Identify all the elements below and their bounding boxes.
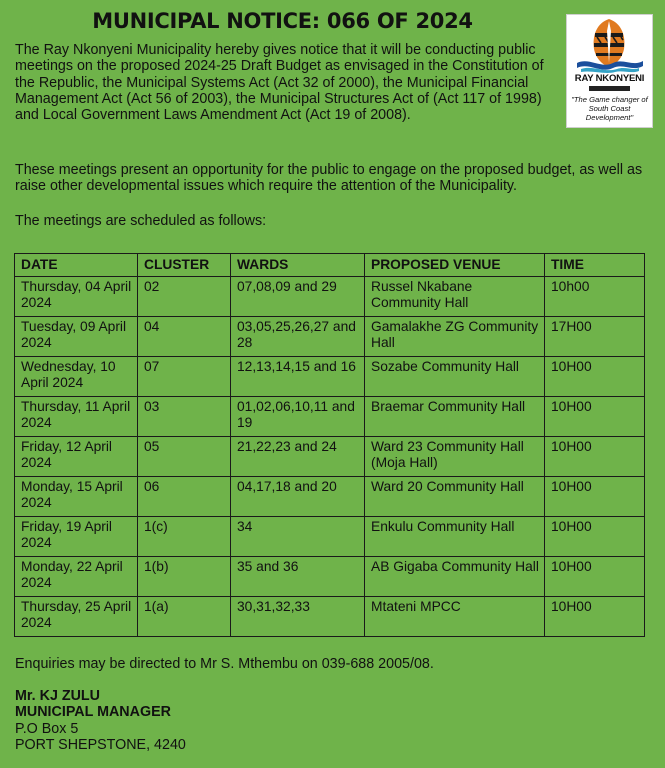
table-row [15, 477, 645, 517]
cell-venue: AB Gigaba Community Hall [365, 557, 545, 597]
cell-wards: 03,05,25,26,27 and 28 [231, 317, 365, 357]
cell-time: 10H00 [545, 597, 645, 637]
cell-date: Wednesday, 10 April 2024 [15, 357, 138, 397]
header-date: DATE [15, 254, 138, 277]
cell-wards: 34 [231, 517, 365, 557]
cell-venue: Mtateni MPCC [365, 597, 545, 637]
table-row [15, 277, 645, 317]
table-row [15, 437, 645, 477]
cell-time: 10H00 [545, 477, 645, 517]
meeting-schedule-table [14, 253, 645, 637]
cell-date: Thursday, 11 April 2024 [15, 397, 138, 437]
cell-time: 10H00 [545, 517, 645, 557]
cell-cluster: 04 [138, 317, 231, 357]
enquiries-line: Enquiries may be directed to Mr S. Mthembu on 039-688 2005/08. [15, 656, 434, 672]
cell-cluster: 1(b) [138, 557, 231, 597]
postal-town: PORT SHEPSTONE, 4240 [15, 736, 186, 753]
cell-time: 10H00 [545, 357, 645, 397]
cell-wards: 12,13,14,15 and 16 [231, 357, 365, 397]
cell-wards: 30,31,32,33 [231, 597, 365, 637]
header-time: TIME [545, 254, 645, 277]
cell-venue: Sozabe Community Hall [365, 357, 545, 397]
cell-cluster: 06 [138, 477, 231, 517]
table-row [15, 317, 645, 357]
cell-wards: 01,02,06,10,11 and 19 [231, 397, 365, 437]
header-wards: WARDS [231, 254, 365, 277]
cell-time: 10H00 [545, 397, 645, 437]
cell-date: Monday, 22 April 2024 [15, 557, 138, 597]
table-row [15, 557, 645, 597]
cell-time: 17H00 [545, 317, 645, 357]
notice-title: MUNICIPAL NOTICE: 066 OF 2024 [92, 9, 473, 33]
cell-wards: 35 and 36 [231, 557, 365, 597]
cell-cluster: 02 [138, 277, 231, 317]
signatory-role: MUNICIPAL MANAGER [15, 704, 171, 721]
cell-cluster: 1(c) [138, 517, 231, 557]
cell-venue: Braemar Community Hall [365, 397, 545, 437]
logo-name: RAY NKONYENI [574, 73, 645, 84]
cell-time: 10h00 [545, 277, 645, 317]
cell-cluster: 05 [138, 437, 231, 477]
table-header-row [15, 254, 645, 277]
cell-cluster: 1(a) [138, 597, 231, 637]
table-row [15, 517, 645, 557]
intro-paragraph: The Ray Nkonyeni Municipality hereby gives notice that it will be conducting public meetings on the proposed 2024-25 Draft Budget as envisaged in the Constitution of the Republic, the Municipal Systems Act (Act 32 of 2000), the Municipal Financial Management Act (Act 56 of 2003), the Municipal Structures Act of (Act 117 of 1998) and Local Government Laws Amendment Act (Act 19 of 2008). [15, 42, 544, 124]
signatory-name: Mr. KJ ZULU [15, 688, 100, 704]
cell-venue: Enkulu Community Hall [365, 517, 545, 557]
cell-date: Friday, 12 April 2024 [15, 437, 138, 477]
table-row [15, 597, 645, 637]
cell-wards: 21,22,23 and 24 [231, 437, 365, 477]
cell-date: Friday, 19 April 2024 [15, 517, 138, 557]
header-venue: PROPOSED VENUE [365, 254, 545, 277]
table-row [15, 357, 645, 397]
cell-date: Tuesday, 09 April 2024 [15, 317, 138, 357]
schedule-intro: The meetings are scheduled as follows: [15, 213, 267, 229]
postal-box: P.O Box 5 [15, 720, 79, 737]
cell-time: 10H00 [545, 557, 645, 597]
cell-wards: 04,17,18 and 20 [231, 477, 365, 517]
cell-date: Monday, 15 April 2024 [15, 477, 138, 517]
cell-date: Thursday, 25 April 2024 [15, 597, 138, 637]
cell-cluster: 03 [138, 397, 231, 437]
cell-venue: Russel Nkabane Community Hall [365, 277, 545, 317]
cell-venue: Gamalakhe ZG Community Hall [365, 317, 545, 357]
logo-tagline: "The Game changer of South Coast Development" [571, 95, 648, 122]
purpose-paragraph: These meetings present an opportunity for the public to engage on the proposed budget, as well as raise other developmental issues which require the attention of the Municipality. [15, 162, 643, 195]
cell-time: 10H00 [545, 437, 645, 477]
crest-icon [567, 15, 652, 73]
table-row [15, 397, 645, 437]
cell-wards: 07,08,09 and 29 [231, 277, 365, 317]
header-cluster: CLUSTER [138, 254, 231, 277]
logo-subbar [589, 86, 630, 91]
cell-date: Thursday, 04 April 2024 [15, 277, 138, 317]
signature-block [15, 688, 315, 753]
cell-venue: Ward 23 Community Hall (Moja Hall) [365, 437, 545, 477]
cell-venue: Ward 20 Community Hall [365, 477, 545, 517]
cell-cluster: 07 [138, 357, 231, 397]
municipality-logo [566, 14, 653, 128]
